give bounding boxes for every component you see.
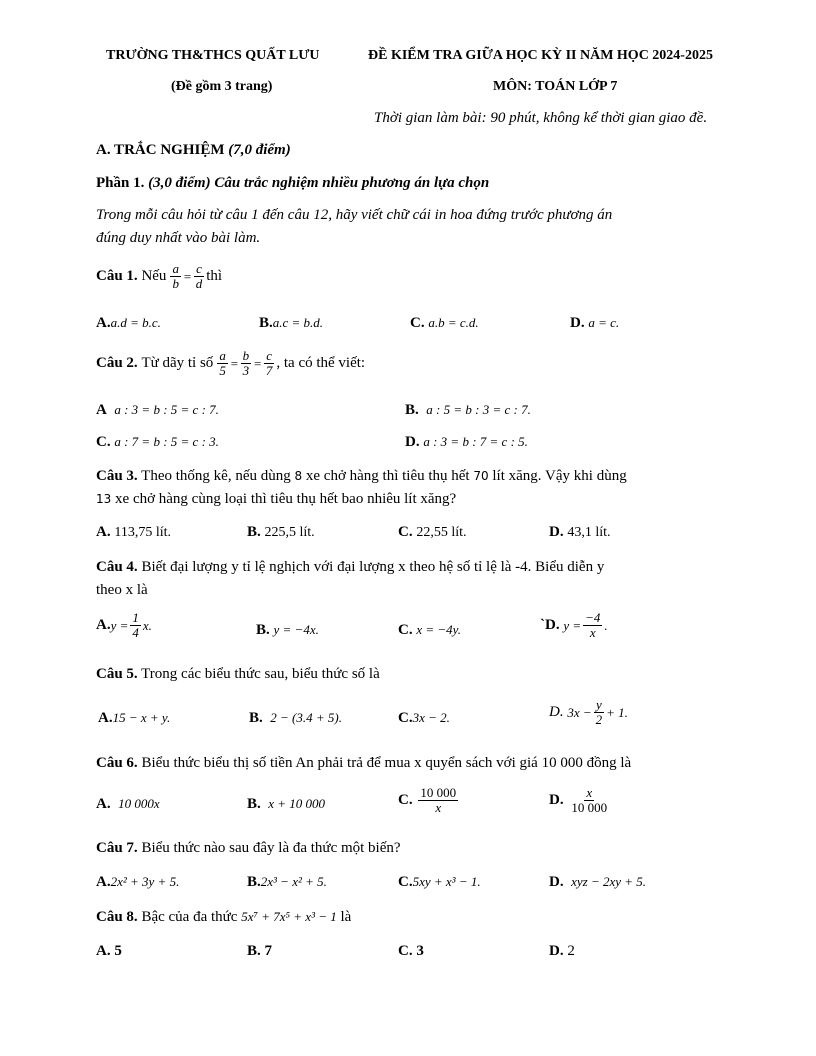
question-7 <box>96 841 401 856</box>
q1-text-before: Nếu <box>141 267 167 284</box>
q7-option-b: B.2x³ − x² + 5. <box>247 874 327 890</box>
q5-label: Câu 5. <box>96 666 138 682</box>
q5-option-d: D. 3x − $\frac{y}{2}$ + 1. <box>549 697 628 727</box>
q3-text-1: Theo thống kê, nếu dùng <box>141 468 291 484</box>
instruction-line-1: Trong mỗi câu hỏi từ câu 1 đến câu 12, hãy viết chữ cái in hoa đứng trước phương án <box>96 207 613 223</box>
question-5 <box>96 667 380 682</box>
q2-fraction-2: $\frac{b}{3}$ <box>242 348 250 378</box>
q1-fraction-1: $\frac{a}{b}$ <box>172 261 179 291</box>
q8-label: Câu 8. <box>96 909 138 925</box>
q5-option-d-fraction: $\frac{y}{2}$ <box>595 697 603 727</box>
q8-option-a: A. 5 <box>96 943 122 959</box>
q3-option-a: A. 113,75 lít. <box>96 524 171 540</box>
q7-text: Biểu thức nào sau đây là đa thức một biến? <box>141 840 401 856</box>
q4-option-d: `D. y = $\frac{-4}{x}$ . <box>540 610 608 640</box>
q2-option-b: B. a : 5 = b : 3 = c : 7. <box>405 402 531 418</box>
q5-option-a: A.15 − x + y. <box>98 710 171 726</box>
question-8 <box>96 910 351 925</box>
q7-option-a: A.2x² + 3y + 5. <box>96 874 180 890</box>
q2-fraction-3: $\frac{c}{7}$ <box>265 348 273 378</box>
section-a-heading <box>96 143 291 158</box>
q6-option-d-fraction: $\frac{x}{10 000}$ <box>571 785 608 815</box>
q1-fraction-2: $\frac{c}{d}$ <box>195 261 203 291</box>
part1-title: Phần 1. <box>96 175 145 191</box>
instruction-line-2: đúng duy nhất vào bài làm. <box>96 230 261 246</box>
q4-option-a-fraction: $\frac{1}{4}$ <box>132 610 139 640</box>
q3-number-2: 70 <box>473 469 489 483</box>
section-a-points: (7,0 điểm) <box>228 142 291 158</box>
q2-fraction-1: $\frac{a}{5}$ <box>219 348 226 378</box>
q3-label: Câu 3. <box>96 468 138 484</box>
question-4-line-1 <box>96 560 604 575</box>
q1-equals: = <box>182 268 192 284</box>
q1-option-d: D. a = c. <box>570 315 620 331</box>
subject-line: MÔN: TOÁN LỚP 7 <box>493 79 618 94</box>
q8-option-b: B. 7 <box>247 943 273 959</box>
exam-title: ĐỀ KIỂM TRA GIỮA HỌC KỲ II NĂM HỌC 2024-2025 <box>368 48 713 63</box>
question-3-line-1 <box>96 469 627 484</box>
q4-text-1: Biết đại lượng y tỉ lệ nghịch với đại lượng x theo hệ số tỉ lệ là -4. Biểu diễn y <box>141 559 605 575</box>
q2-option-a: A a : 3 = b : 5 = c : 7. <box>96 402 219 418</box>
q6-option-c: C. $\frac{10 000}{x}$ <box>398 785 457 815</box>
q2-text-before: Từ dãy tỉ số <box>141 354 214 371</box>
q8-option-c: C. 3 <box>398 943 424 959</box>
q1-option-b: B.a.c = b.d. <box>259 315 324 331</box>
q8-text-before: Bậc của đa thức <box>141 909 238 925</box>
q4-option-b: B. y = −4x. <box>256 622 319 638</box>
time-note: Thời gian làm bài: 90 phút, không kể thời gian giao đề. <box>374 110 708 126</box>
q5-text: Trong các biểu thức sau, biểu thức số là <box>141 666 380 682</box>
q8-polynomial: 5x⁷ + 7x⁵ + x³ − 1 <box>241 909 337 924</box>
q2-option-c: C. a : 7 = b : 5 = c : 3. <box>96 434 219 450</box>
q6-option-c-fraction: $\frac{10 000}{x}$ <box>420 785 457 815</box>
q4-label: Câu 4. <box>96 559 138 575</box>
q3-number-3: 13 <box>96 492 112 506</box>
q5-option-b: B. 2 − (3.4 + 5). <box>249 710 342 726</box>
q2-label: Câu 2. <box>96 354 138 371</box>
question-6 <box>96 756 631 771</box>
q2-equals-2: = <box>253 355 262 371</box>
q4-option-a: A. y = $\frac{1}{4}$ x. <box>96 610 152 640</box>
question-2 <box>96 349 365 377</box>
q1-option-a: A.a.d = b.c. <box>96 315 161 331</box>
q6-option-b: B. x + 10 000 <box>247 796 326 812</box>
q1-label: Câu 1. <box>96 267 138 284</box>
question-4-line-2: theo x là <box>96 582 148 598</box>
part1-desc: (3,0 điểm) Câu trắc nghiệm nhiều phương án lựa chọn <box>148 175 490 191</box>
q6-label: Câu 6. <box>96 755 138 771</box>
q3-text-3: lít xăng. Vậy khi dùng <box>492 468 627 484</box>
q1-text-after: thì <box>206 267 223 284</box>
q4-option-d-fraction: $\frac{-4}{x}$ <box>585 610 601 640</box>
school-name: TRƯỜNG TH&THCS QUẤT LƯU <box>106 48 320 63</box>
q8-option-d: D. 2 <box>549 943 575 959</box>
q4-option-c: C. x = −4y. <box>398 622 461 638</box>
q2-option-d: D. a : 3 = b : 7 = c : 5. <box>405 434 528 450</box>
question-1 <box>96 262 222 290</box>
q6-option-a: A. 10 000x <box>96 796 160 812</box>
q2-text-after: , ta có thể viết: <box>276 354 366 371</box>
q2-equals-1: = <box>229 355 239 371</box>
q3-number-1: 8 <box>294 469 303 483</box>
q1-option-c: C. a.b = c.d. <box>410 315 479 331</box>
q7-option-d: D. xyz − 2xy + 5. <box>549 874 647 890</box>
q6-option-d: D. $\frac{x}{10 000}$ <box>549 785 608 815</box>
question-3-line-2 <box>96 492 456 507</box>
q3-text-2: xe chở hàng thì tiêu thụ hết <box>305 468 470 484</box>
q8-text-after: là <box>340 909 352 925</box>
q6-text: Biểu thức biểu thị số tiền An phải trả để mua x quyển sách với giá 10 000 đồng là <box>141 755 632 771</box>
section-a-title: A. TRẮC NGHIỆM <box>96 142 225 158</box>
q3-option-b: B. 225,5 lít. <box>247 524 315 540</box>
q3-option-c: C. 22,55 lít. <box>398 524 467 540</box>
q5-option-c: C.3x − 2. <box>398 710 450 726</box>
part1-heading <box>96 176 489 191</box>
q7-label: Câu 7. <box>96 840 138 856</box>
q3-text-4: xe chở hàng cùng loại thì tiêu thụ hết bao nhiêu lít xăng? <box>115 491 457 507</box>
q3-option-d: D. 43,1 lít. <box>549 524 611 540</box>
q7-option-c: C.5xy + x³ − 1. <box>398 874 481 890</box>
pages-note: (Đề gồm 3 trang) <box>171 79 273 94</box>
